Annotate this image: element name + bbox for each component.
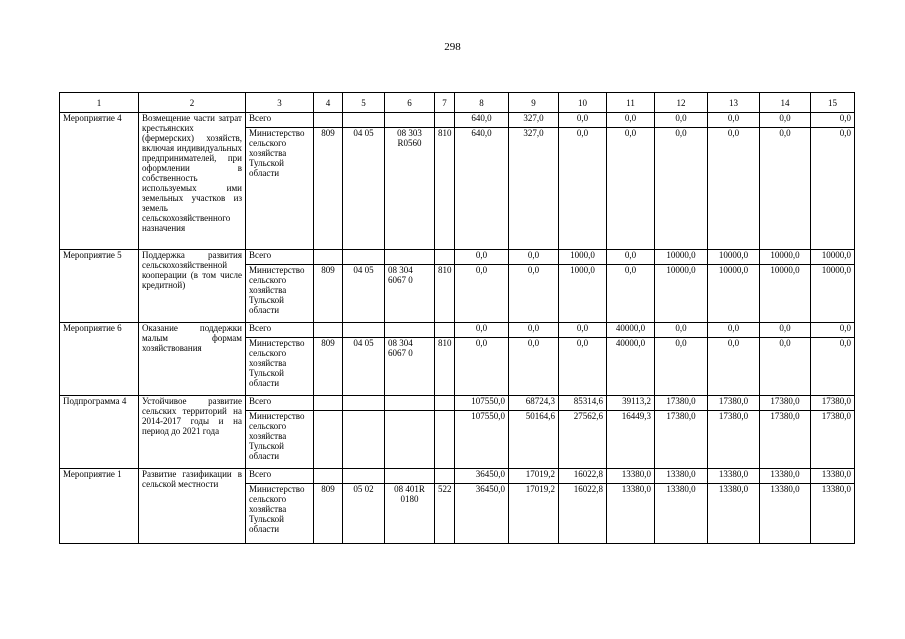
csr-code: 08 401R 0180	[385, 484, 435, 544]
amount-cell: 0,0	[607, 250, 655, 265]
amount-cell: 640,0	[455, 113, 509, 128]
amount-cell: 0,0	[509, 338, 559, 396]
table-row	[60, 323, 855, 338]
amount-cell: 0,0	[655, 113, 708, 128]
row-description: Поддержка развития сельскохозяйственной кооперации (в том числе кредитной)	[139, 250, 246, 323]
csr-code	[385, 396, 435, 411]
vr-code	[435, 323, 455, 338]
amount-cell: 0,0	[607, 128, 655, 250]
vr-code	[435, 396, 455, 411]
amount-cell: 0,0	[655, 128, 708, 250]
csr-code: 08 303 R0560	[385, 128, 435, 250]
column-header: 15	[811, 93, 855, 113]
csr-code: 08 304 6067 0	[385, 338, 435, 396]
vr-code	[435, 469, 455, 484]
row-label: Мероприятие 5	[60, 250, 139, 323]
column-header: 14	[760, 93, 811, 113]
column-header: 2	[139, 93, 246, 113]
vr-code: 810	[435, 265, 455, 323]
amount-cell: 0,0	[559, 128, 607, 250]
column-header: 6	[385, 93, 435, 113]
funding-source: Министерство сельского хозяйства Тульской области	[246, 265, 314, 323]
amount-cell: 1000,0	[559, 265, 607, 323]
vr-code	[435, 250, 455, 265]
row-description: Возмещение части затрат крестьянских (фермерских) хозяйств, включая индивидуальных предпринимателей, при оформлении в собственность используемых ими земельных участков из земель сельскохозяйственного назначения	[139, 113, 246, 250]
amount-cell: 1000,0	[559, 250, 607, 265]
vr-code: 810	[435, 338, 455, 396]
funding-source: Министерство сельского хозяйства Тульской области	[246, 128, 314, 250]
funding-source: Всего	[246, 250, 314, 265]
csr-code	[385, 469, 435, 484]
column-header: 3	[246, 93, 314, 113]
amount-cell: 36450,0	[455, 469, 509, 484]
rzpr-code	[343, 113, 385, 128]
amount-cell: 0,0	[607, 113, 655, 128]
amount-cell: 0,0	[811, 113, 855, 128]
amount-cell: 17380,0	[760, 396, 811, 411]
amount-cell: 39113,2	[607, 396, 655, 411]
amount-cell: 16449,3	[607, 411, 655, 469]
amount-cell: 17380,0	[655, 411, 708, 469]
column-header: 7	[435, 93, 455, 113]
amount-cell: 0,0	[811, 128, 855, 250]
csr-code: 08 304 6067 0	[385, 265, 435, 323]
amount-cell: 16022,8	[559, 469, 607, 484]
funding-source: Всего	[246, 469, 314, 484]
amount-cell: 327,0	[509, 128, 559, 250]
amount-cell: 17380,0	[708, 396, 760, 411]
column-header: 8	[455, 93, 509, 113]
column-header: 11	[607, 93, 655, 113]
rzpr-code: 04 05	[343, 128, 385, 250]
budget-table	[59, 92, 855, 544]
amount-cell: 0,0	[760, 128, 811, 250]
column-number-header-row	[60, 93, 855, 113]
amount-cell: 0,0	[708, 323, 760, 338]
rzpr-code: 05 02	[343, 484, 385, 544]
grbs-code: 809	[314, 128, 343, 250]
amount-cell: 0,0	[760, 338, 811, 396]
amount-cell: 0,0	[708, 128, 760, 250]
amount-cell: 0,0	[455, 265, 509, 323]
amount-cell: 0,0	[655, 323, 708, 338]
vr-code	[435, 113, 455, 128]
amount-cell: 13380,0	[655, 469, 708, 484]
rzpr-code: 04 05	[343, 338, 385, 396]
amount-cell: 0,0	[655, 338, 708, 396]
rzpr-code	[343, 323, 385, 338]
rzpr-code: 04 05	[343, 265, 385, 323]
amount-cell: 0,0	[811, 323, 855, 338]
grbs-code: 809	[314, 265, 343, 323]
amount-cell: 0,0	[760, 113, 811, 128]
amount-cell: 17380,0	[811, 411, 855, 469]
rzpr-code	[343, 469, 385, 484]
amount-cell: 0,0	[607, 265, 655, 323]
csr-code	[385, 323, 435, 338]
amount-cell: 17380,0	[811, 396, 855, 411]
grbs-code: 809	[314, 338, 343, 396]
grbs-code	[314, 323, 343, 338]
row-description: Оказание поддержки малым формам хозяйствования	[139, 323, 246, 396]
amount-cell: 13380,0	[655, 484, 708, 544]
amount-cell: 327,0	[509, 113, 559, 128]
row-label: Подпрограмма 4	[60, 396, 139, 469]
column-header: 13	[708, 93, 760, 113]
amount-cell: 17019,2	[509, 469, 559, 484]
amount-cell: 107550,0	[455, 396, 509, 411]
amount-cell: 10000,0	[708, 250, 760, 265]
rzpr-code	[343, 396, 385, 411]
amount-cell: 17019,2	[509, 484, 559, 544]
page-number: 298	[444, 41, 461, 53]
rzpr-code	[343, 250, 385, 265]
csr-code	[385, 250, 435, 265]
amount-cell: 0,0	[708, 338, 760, 396]
amount-cell: 50164,6	[509, 411, 559, 469]
amount-cell: 10000,0	[760, 250, 811, 265]
amount-cell: 0,0	[559, 113, 607, 128]
table-row	[60, 469, 855, 484]
amount-cell: 0,0	[708, 113, 760, 128]
amount-cell: 40000,0	[607, 338, 655, 396]
row-label: Мероприятие 6	[60, 323, 139, 396]
table-body	[60, 113, 855, 544]
amount-cell: 36450,0	[455, 484, 509, 544]
amount-cell: 27562,6	[559, 411, 607, 469]
amount-cell: 10000,0	[655, 250, 708, 265]
grbs-code	[314, 396, 343, 411]
amount-cell: 17380,0	[708, 411, 760, 469]
amount-cell: 13380,0	[708, 469, 760, 484]
csr-code	[385, 113, 435, 128]
amount-cell: 0,0	[509, 323, 559, 338]
column-header: 5	[343, 93, 385, 113]
grbs-code: 809	[314, 484, 343, 544]
column-header: 1	[60, 93, 139, 113]
amount-cell: 0,0	[559, 323, 607, 338]
column-header: 9	[509, 93, 559, 113]
amount-cell: 0,0	[509, 250, 559, 265]
amount-cell: 0,0	[455, 338, 509, 396]
row-description: Развитие газификации в сельской местности	[139, 469, 246, 544]
column-header: 10	[559, 93, 607, 113]
column-header: 4	[314, 93, 343, 113]
amount-cell: 13380,0	[607, 469, 655, 484]
amount-cell: 13380,0	[708, 484, 760, 544]
row-description: Устойчивое развитие сельских территорий на 2014-2017 годы и на период до 2021 года	[139, 396, 246, 469]
amount-cell: 13380,0	[607, 484, 655, 544]
amount-cell: 16022,8	[559, 484, 607, 544]
vr-code: 522	[435, 484, 455, 544]
amount-cell: 10000,0	[811, 250, 855, 265]
funding-source: Всего	[246, 396, 314, 411]
funding-source: Всего	[246, 323, 314, 338]
amount-cell: 40000,0	[607, 323, 655, 338]
amount-cell: 13380,0	[760, 469, 811, 484]
amount-cell: 0,0	[455, 250, 509, 265]
grbs-code	[314, 250, 343, 265]
amount-cell: 0,0	[559, 338, 607, 396]
amount-cell: 17380,0	[760, 411, 811, 469]
amount-cell: 10000,0	[655, 265, 708, 323]
vr-code	[435, 411, 455, 469]
row-label: Мероприятие 4	[60, 113, 139, 250]
table-row	[60, 396, 855, 411]
rzpr-code	[343, 411, 385, 469]
amount-cell: 13380,0	[811, 469, 855, 484]
amount-cell: 85314,6	[559, 396, 607, 411]
grbs-code	[314, 411, 343, 469]
amount-cell: 13380,0	[811, 484, 855, 544]
column-header: 12	[655, 93, 708, 113]
amount-cell: 0,0	[455, 323, 509, 338]
amount-cell: 10000,0	[760, 265, 811, 323]
amount-cell: 68724,3	[509, 396, 559, 411]
vr-code: 810	[435, 128, 455, 250]
grbs-code	[314, 469, 343, 484]
row-label: Мероприятие 1	[60, 469, 139, 544]
table-row	[60, 113, 855, 128]
table-row	[60, 250, 855, 265]
funding-source: Министерство сельского хозяйства Тульской области	[246, 338, 314, 396]
funding-source: Министерство сельского хозяйства Тульской области	[246, 411, 314, 469]
csr-code	[385, 411, 435, 469]
amount-cell: 13380,0	[760, 484, 811, 544]
amount-cell: 107550,0	[455, 411, 509, 469]
funding-source: Министерство сельского хозяйства Тульской области	[246, 484, 314, 544]
funding-source: Всего	[246, 113, 314, 128]
amount-cell: 0,0	[811, 338, 855, 396]
amount-cell: 640,0	[455, 128, 509, 250]
amount-cell: 10000,0	[708, 265, 760, 323]
amount-cell: 10000,0	[811, 265, 855, 323]
amount-cell: 17380,0	[655, 396, 708, 411]
amount-cell: 0,0	[509, 265, 559, 323]
grbs-code	[314, 113, 343, 128]
amount-cell: 0,0	[760, 323, 811, 338]
